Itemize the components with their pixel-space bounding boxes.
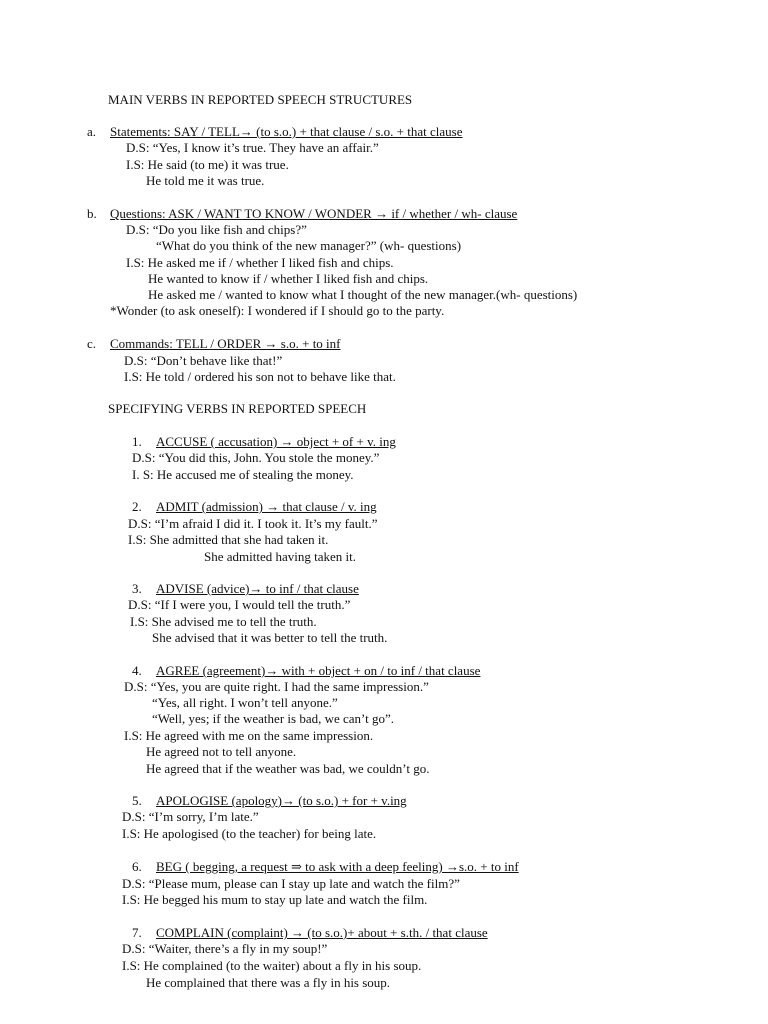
item-number: 3. xyxy=(132,581,142,596)
item-heading: ACCUSE ( accusation) → object + of + v. ing xyxy=(156,434,396,449)
item-line: She advised that it was better to tell the truth. xyxy=(152,630,388,645)
item-line: I.S: He begged his mum to stay up late and watch the film. xyxy=(122,892,428,907)
section-b-line: D.S: “Do you like fish and chips?” xyxy=(126,222,307,237)
item-number: 4. xyxy=(132,663,142,678)
section-title: SPECIFYING VERBS IN REPORTED SPEECH xyxy=(108,401,367,416)
section-c-heading: Commands: TELL / ORDER → s.o. + to inf xyxy=(110,336,341,351)
item-line: He complained that there was a fly in his soup. xyxy=(146,975,391,990)
section-a-heading: Statements: SAY / TELL→ (to s.o.) + that clause / s.o. + that clause xyxy=(110,124,463,139)
item-heading: ADMIT (admission) → that clause / v. ing xyxy=(156,499,377,514)
item-heading: BEG ( begging, a request ⇒ to ask with a deep feeling) →s.o. + to inf xyxy=(156,859,519,874)
page-title: MAIN VERBS IN REPORTED SPEECH STRUCTURES xyxy=(108,92,413,107)
section-c-line: D.S: “Don’t behave like that!” xyxy=(124,353,283,368)
section-a-line: He told me it was true. xyxy=(146,173,265,188)
section-a-marker: a. xyxy=(87,124,97,139)
section-b-marker: b. xyxy=(87,206,97,221)
item-line: She admitted having taken it. xyxy=(204,549,356,564)
item-line: D.S: “Please mum, please can I stay up late and watch the film?” xyxy=(122,876,460,891)
item-line: I.S: He agreed with me on the same impression. xyxy=(124,728,374,743)
item-heading: ADVISE (advice)→ to inf / that clause xyxy=(156,581,359,596)
section-b-line: “What do you think of the new manager?” (wh- questions) xyxy=(156,238,462,253)
item-line: D.S: “If I were you, I would tell the truth.” xyxy=(128,597,351,612)
item-heading: AGREE (agreement)→ with + object + on / to inf / that clause xyxy=(156,663,481,678)
item-line: D.S: “I’m afraid I did it. I took it. It’s my fault.” xyxy=(128,516,378,531)
section-a-line: D.S: “Yes, I know it’s true. They have an affair.” xyxy=(126,140,379,155)
item-line: He agreed not to tell anyone. xyxy=(146,744,297,759)
item-line: D.S: “You did this, John. You stole the money.” xyxy=(132,450,380,465)
item-line: I.S: He apologised (to the teacher) for being late. xyxy=(122,826,377,841)
section-c-line: I.S: He told / ordered his son not to behave like that. xyxy=(124,369,396,384)
item-line: D.S: “Waiter, there’s a fly in my soup!” xyxy=(122,941,328,956)
section-b-line: He wanted to know if / whether I liked fish and chips. xyxy=(148,271,429,286)
section-b-heading: Questions: ASK / WANT TO KNOW / WONDER → if / whether / wh- clause xyxy=(110,206,518,221)
item-heading: APOLOGISE (apology)→ (to s.o.) + for + v.ing xyxy=(156,793,407,808)
item-line: I.S: She admitted that she had taken it. xyxy=(128,532,329,547)
section-b-line: I.S: He asked me if / whether I liked fish and chips. xyxy=(126,255,394,270)
item-line: I. S: He accused me of stealing the money. xyxy=(132,467,354,482)
item-line: D.S: “Yes, you are quite right. I had the same impression.” xyxy=(124,679,429,694)
item-number: 6. xyxy=(132,859,142,874)
item-number: 5. xyxy=(132,793,142,808)
item-line: I.S: She advised me to tell the truth. xyxy=(130,614,317,629)
item-number: 7. xyxy=(132,925,142,940)
item-number: 1. xyxy=(132,434,142,449)
section-a-line: I.S: He said (to me) it was true. xyxy=(126,157,289,172)
section-b-line: He asked me / wanted to know what I thought of the new manager.(wh- questions) xyxy=(148,287,578,302)
item-line: “Yes, all right. I won’t tell anyone.” xyxy=(152,695,338,710)
item-line: D.S: “I’m sorry, I’m late.” xyxy=(122,809,259,824)
section-c-marker: c. xyxy=(87,336,97,351)
item-heading: COMPLAIN (complaint) → (to s.o.)+ about + s.th. / that clause xyxy=(156,925,488,940)
section-b-line: *Wonder (to ask oneself): I wondered if I should go to the party. xyxy=(110,303,445,318)
item-line: I.S: He complained (to the waiter) about a fly in his soup. xyxy=(122,958,422,973)
item-line: “Well, yes; if the weather is bad, we can’t go”. xyxy=(152,711,395,726)
item-number: 2. xyxy=(132,499,142,514)
item-line: He agreed that if the weather was bad, we couldn’t go. xyxy=(146,761,430,776)
